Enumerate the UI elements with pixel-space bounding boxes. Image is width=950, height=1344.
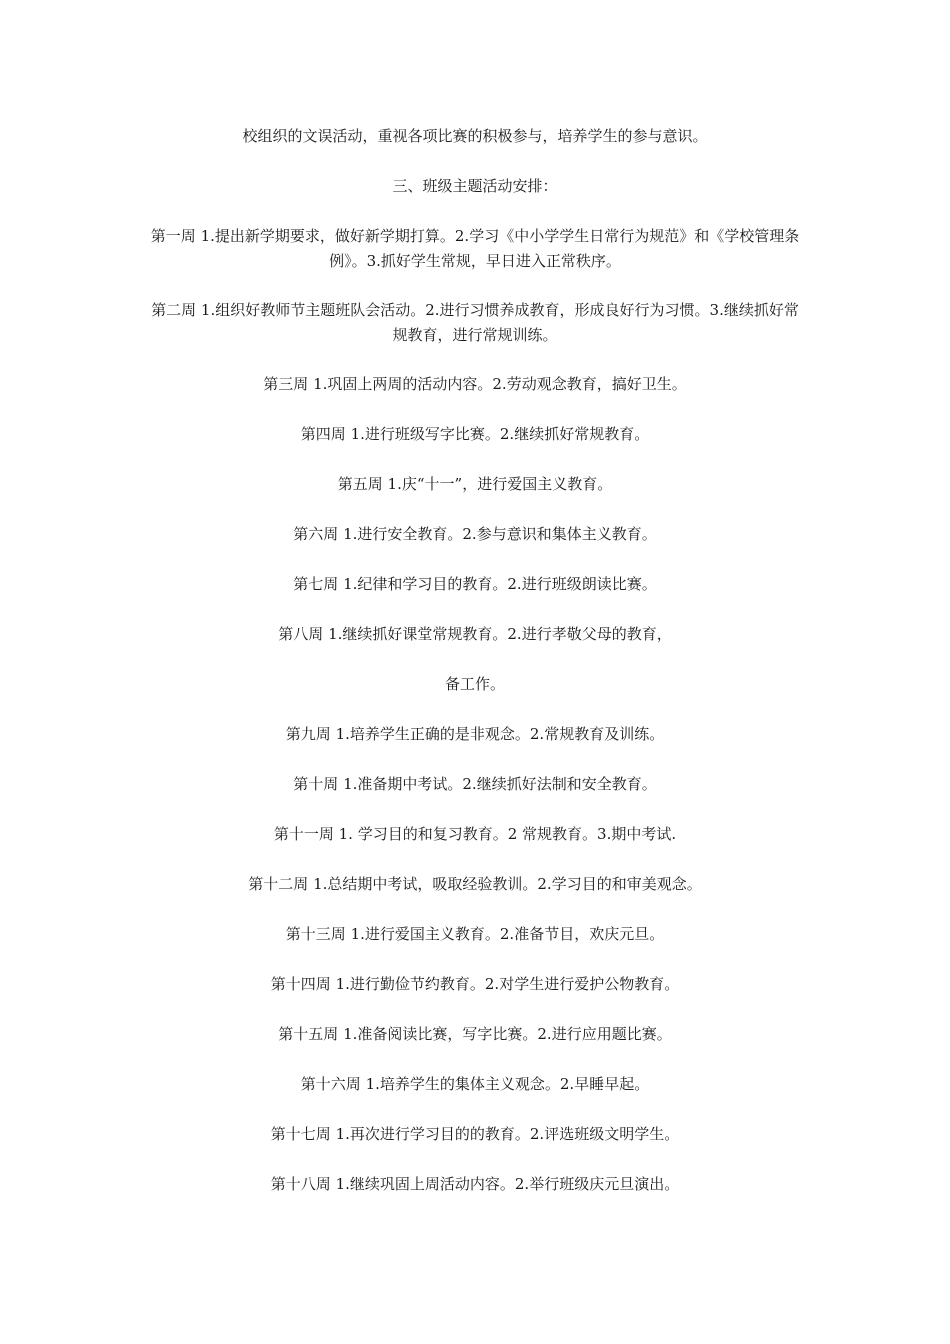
- week-14-paragraph: 第十四周 1.进行勤俭节约教育。2.对学生进行爱护公物教育。: [270, 975, 680, 993]
- paragraph-intro-continuation: 校组织的文误活动，重视各项比赛的积极参与，培养学生的参与意识。: [242, 127, 708, 145]
- week-12-paragraph: 第十二周 1.总结期中考试，吸取经验教训。2.学习目的和审美观念。: [248, 875, 702, 893]
- week-17-paragraph: 第十七周 1.再次进行学习目的的教育。2.评选班级文明学生。: [270, 1125, 680, 1143]
- week-11-paragraph: 第十一周 1. 学习目的和复习教育。2 常规教育。3.期中考试.: [273, 825, 677, 843]
- week-7-paragraph: 第七周 1.纪律和学习目的教育。2.进行班级朗读比赛。: [293, 575, 657, 593]
- week-1-paragraph: 第一周 1.提出新学期要求，做好新学期打算。2.学习《中小学学生日常行为规范》和《学校管理条例》。3.抓好学生常规，早日进入正常秩序。: [150, 227, 800, 270]
- week-15-paragraph: 第十五周 1.准备阅读比赛，写字比赛。2.进行应用题比赛。: [278, 1025, 672, 1043]
- week-9-paragraph: 第九周 1.培养学生正确的是非观念。2.常规教育及训练。: [285, 725, 665, 743]
- week-18-paragraph: 第十八周 1.继续巩固上周活动内容。2.举行班级庆元旦演出。: [270, 1175, 680, 1193]
- section-heading: 三、班级主题活动安排：: [392, 177, 558, 195]
- week-8-continuation: 备工作。: [444, 675, 505, 693]
- week-13-paragraph: 第十三周 1.进行爱国主义教育。2.准备节目，欢庆元旦。: [285, 925, 665, 943]
- week-3-paragraph: 第三周 1.巩固上两周的活动内容。2.劳动观念教育，搞好卫生。: [263, 375, 687, 393]
- week-8-paragraph: 第八周 1.继续抓好课堂常规教育。2.进行孝敬父母的教育，: [278, 625, 672, 643]
- week-4-paragraph: 第四周 1.进行班级写字比赛。2.继续抓好常规教育。: [300, 425, 650, 443]
- week-10-paragraph: 第十周 1.准备期中考试。2.继续抓好法制和安全教育。: [293, 775, 657, 793]
- week-2-paragraph: 第二周 1.组织好教师节主题班队会活动。2.进行习惯养成教育，形成良好行为习惯。3.继续抓好常规教育，进行常规训练。: [151, 301, 799, 344]
- week-5-paragraph: 第五周 1.庆“十一”，进行爱国主义教育。: [337, 475, 613, 493]
- week-16-paragraph: 第十六周 1.培养学生的集体主义观念。2.早睡早起。: [300, 1075, 650, 1093]
- week-6-paragraph: 第六周 1.进行安全教育。2.参与意识和集体主义教育。: [293, 525, 657, 543]
